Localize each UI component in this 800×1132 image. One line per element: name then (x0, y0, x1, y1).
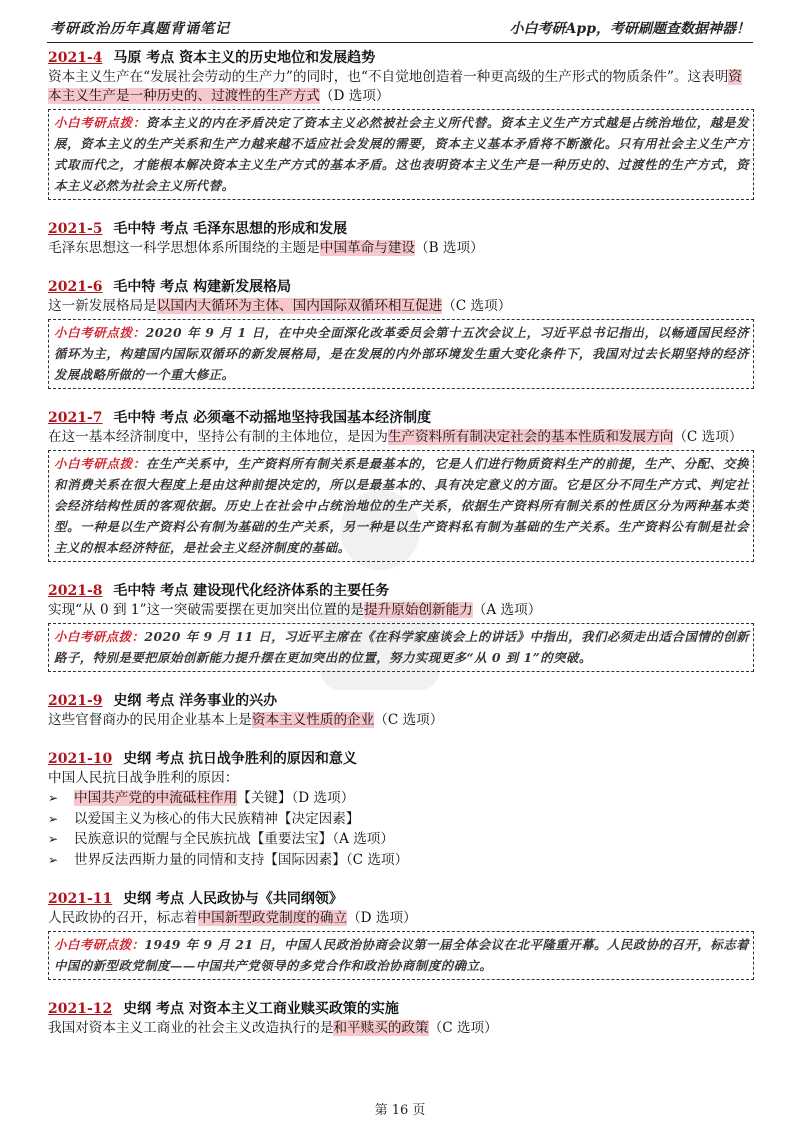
question-topic: 建设现代化经济体系的主要任务 (193, 583, 390, 599)
question-subject: 毛中特 (113, 410, 156, 426)
question-id: 2021-5 (48, 221, 103, 237)
note-text: 2020 年 9 月 11 日，习近平主席在《在科学家座谈会上的讲话》中指出，我们必须走出适合国情的创新路子，特别是要把原始创新能力提升摆在更加突出的位置，努力实现更多“从 0 到 1”的突破。 (54, 629, 750, 665)
question-topic: 资本主义的历史地位和发展趋势 (179, 50, 376, 66)
answer-highlight: 和平赎买的政策 (333, 1020, 429, 1036)
header-title: 考研政治历年真题背诵笔记 (50, 21, 230, 37)
note-label: 小白考研点拨： (54, 937, 145, 952)
page-header (47, 18, 753, 43)
question-item (48, 277, 754, 389)
question-subject: 史纲 (123, 891, 152, 907)
reason-text: 以爱国主义为核心的伟大民族精神【决定因素】 (74, 810, 360, 827)
reason-text: 世界反法西斯力量的同情和支持【国际因素】（C 选项） (74, 851, 409, 868)
reason-highlight: 中国共产党的中流砥柱作用 (74, 790, 238, 806)
list-item (48, 850, 754, 871)
answer-text: 这一新发展格局是 (48, 298, 157, 314)
answer-highlight: 资本主义性质的企业 (251, 712, 375, 728)
note-label: 小白考研点拨： (54, 456, 146, 471)
question-kd-label: 考点 (156, 1001, 185, 1017)
question-id: 2021-7 (48, 410, 103, 426)
reason-text: 民族意识的觉醒与全民族抗战【重要法宝】（A 选项） (74, 831, 394, 847)
answer-option: （A 选项） (472, 602, 542, 618)
question-id: 2021-10 (48, 751, 113, 767)
question-title (48, 408, 754, 428)
header-slogan: 小白考研App，考研刷题查数据神器！ (509, 21, 750, 37)
note-label: 小白考研点拨： (54, 115, 146, 130)
question-topic: 洋务事业的兴办 (179, 693, 278, 709)
note-box (48, 931, 754, 980)
answer-option: （B 选项） (415, 240, 484, 256)
note-text: 在生产关系中，生产资料所有制关系是最基本的，它是人们进行物质资料生产的前提，生产、分配、交换和消费关系在很大程度上是由这种前提决定的，所以是最基本的、具有决定意义的方面。它是区分不同生产方式、判定社会经济结构性质的客观依据。历史上在社会中占统治地位的生产关系，依据生产资料所有制关系的性质区分为两种基本类型。一种是以生产资料公有制为基础的生产关系，另一种是以生产资料私有制为基础的生产关系。生产资料公有制是社会主义的根本经济特征，是社会主义经济制度的基础。 (54, 456, 750, 555)
question-answer (48, 239, 754, 258)
answer-highlight: 资本主义生产是一种历史的、过渡性的生产方式 (48, 69, 742, 104)
question-answer (48, 428, 754, 447)
question-subject: 史纲 (113, 693, 142, 709)
question-title (48, 277, 754, 297)
answer-text: 我国对资本主义工商业的社会主义改造执行的是 (48, 1020, 334, 1036)
question-topic: 构建新发展格局 (193, 279, 292, 295)
question-title (48, 581, 754, 601)
question-kd-label: 考点 (146, 693, 175, 709)
question-id: 2021-6 (48, 279, 103, 295)
question-title (48, 999, 754, 1019)
answer-highlight: 中国革命与建设 (319, 240, 416, 256)
question-answer (48, 769, 754, 788)
question-topic: 毛泽东思想的形成和发展 (193, 221, 348, 237)
answer-option: （D 选项） (347, 910, 417, 926)
question-subject: 毛中特 (113, 221, 156, 237)
answer-text: 人民政协的召开，标志着 (48, 910, 198, 926)
question-id: 2021-4 (48, 50, 103, 66)
question-answer (48, 711, 754, 730)
question-subject: 毛中特 (113, 279, 156, 295)
question-item (48, 999, 754, 1038)
note-box (48, 319, 754, 389)
answer-highlight: 生产资料所有制决定社会的基本性质和发展方向 (387, 429, 674, 445)
arrow-bullet-icon: ➢ (48, 791, 59, 805)
arrow-bullet-icon: ➢ (48, 832, 59, 846)
list-item (48, 809, 754, 830)
question-subject: 毛中特 (113, 583, 156, 599)
question-kd-label: 考点 (160, 221, 189, 237)
note-box (48, 450, 754, 562)
arrow-bullet-icon: ➢ (48, 852, 59, 867)
question-item (48, 749, 754, 870)
question-topic: 人民政协与《共同纲领》 (188, 891, 343, 907)
list-item (48, 788, 754, 809)
question-answer (48, 297, 754, 316)
note-text: 资本主义的内在矛盾决定了资本主义必然被社会主义所代替。资本主义生产方式越是占统治地位，越是发展，资本主义的生产关系和生产力越来越不适应社会发展的需要，资本主义基本矛盾将不断激化。只有用社会主义生产方式取而代之，才能根本解决资本主义生产方式的基本矛盾。这也表明资本主义生产是一种历史的、过渡性的生产方式，资本主义必然为社会主义所代替。 (54, 115, 750, 193)
answer-option: （C 选项） (673, 429, 743, 445)
answer-option: （C 选项） (428, 1020, 498, 1036)
question-topic: 必须毫不动摇地坚持我国基本经济制度 (193, 410, 432, 426)
answer-option: （C 选项） (374, 712, 444, 728)
answer-text: 在这一基本经济制度中，坚持公有制的主体地位，是因为 (48, 429, 388, 445)
answer-highlight: 以国内大循环为主体、国内国际双循环相互促进 (156, 298, 443, 314)
question-kd-label: 考点 (160, 410, 189, 426)
answer-option: （C 选项） (442, 298, 512, 314)
question-id: 2021-8 (48, 583, 103, 599)
question-answer (48, 909, 754, 928)
answer-highlight: 中国新型政党制度的确立 (197, 910, 348, 926)
question-item (48, 48, 754, 200)
note-text: 1949 年 9 月 21 日，中国人民政治协商会议第一届全体会议在北平隆重开幕。人民政协的召开，标志着中国的新型政党制度——中国共产党领导的多党合作和政治协商制度的确立。 (54, 937, 750, 973)
reason-text: 【关键】（D 选项） (237, 790, 355, 806)
question-id: 2021-12 (48, 1001, 113, 1017)
question-title (48, 749, 754, 769)
question-kd-label: 考点 (156, 891, 185, 907)
question-kd-label: 考点 (160, 279, 189, 295)
question-answer (48, 601, 754, 620)
question-subject: 马原 (113, 50, 142, 66)
note-label: 小白考研点拨： (54, 325, 146, 340)
answer-text: 资本主义生产在“发展社会劳动的生产力”的同时，也“不自觉地创造着一种更高级的生产形式的物质条件”。这表明 (48, 69, 729, 85)
answer-text: 实现“从 0 到 1”这一突破需要摆在更加突出位置的是 (48, 602, 365, 618)
answer-highlight: 提升原始创新能力 (364, 602, 473, 618)
question-answer (48, 1019, 754, 1038)
question-kd-label: 考点 (146, 50, 175, 66)
question-kd-label: 考点 (156, 751, 185, 767)
question-title (48, 48, 754, 68)
answer-text: 中国人民抗日战争胜利的原因： (48, 770, 239, 786)
question-topic: 对资本主义工商业赎买政策的实施 (188, 1001, 399, 1017)
question-item (48, 889, 754, 980)
question-answer (48, 68, 754, 106)
arrow-bullet-icon: ➢ (48, 811, 59, 826)
note-box (48, 623, 754, 672)
question-title (48, 691, 754, 711)
question-id: 2021-9 (48, 693, 103, 709)
question-subject: 史纲 (123, 1001, 152, 1017)
question-item (48, 581, 754, 672)
question-subject: 史纲 (123, 751, 152, 767)
answer-option: （D 选项） (319, 88, 390, 104)
reason-list (48, 788, 754, 870)
list-item (48, 829, 754, 850)
question-item (48, 408, 754, 562)
question-item (48, 691, 754, 730)
question-item (48, 219, 754, 258)
question-title (48, 219, 754, 239)
question-title (48, 889, 754, 909)
question-list (48, 48, 754, 1057)
note-text: 2020 年 9 月 1 日，在中央全面深化改革委员会第十五次会议上，习近平总书记指出，以畅通国民经济循环为主，构建国内国际双循环的新发展格局，是在发展的内外部环境发生重大变化条件下，我国对过去长期坚持的经济发展战略所做的一个重大修正。 (54, 325, 750, 382)
question-kd-label: 考点 (160, 583, 189, 599)
answer-text: 这些官督商办的民用企业基本上是 (48, 712, 252, 728)
note-box (48, 109, 754, 200)
page-number: 第 16 页 (374, 1103, 426, 1118)
question-topic: 抗日战争胜利的原因和意义 (188, 751, 357, 767)
answer-text: 毛泽东思想这一科学思想体系所围绕的主题是 (48, 240, 320, 256)
question-id: 2021-11 (48, 891, 113, 907)
note-label: 小白考研点拨： (54, 629, 145, 644)
